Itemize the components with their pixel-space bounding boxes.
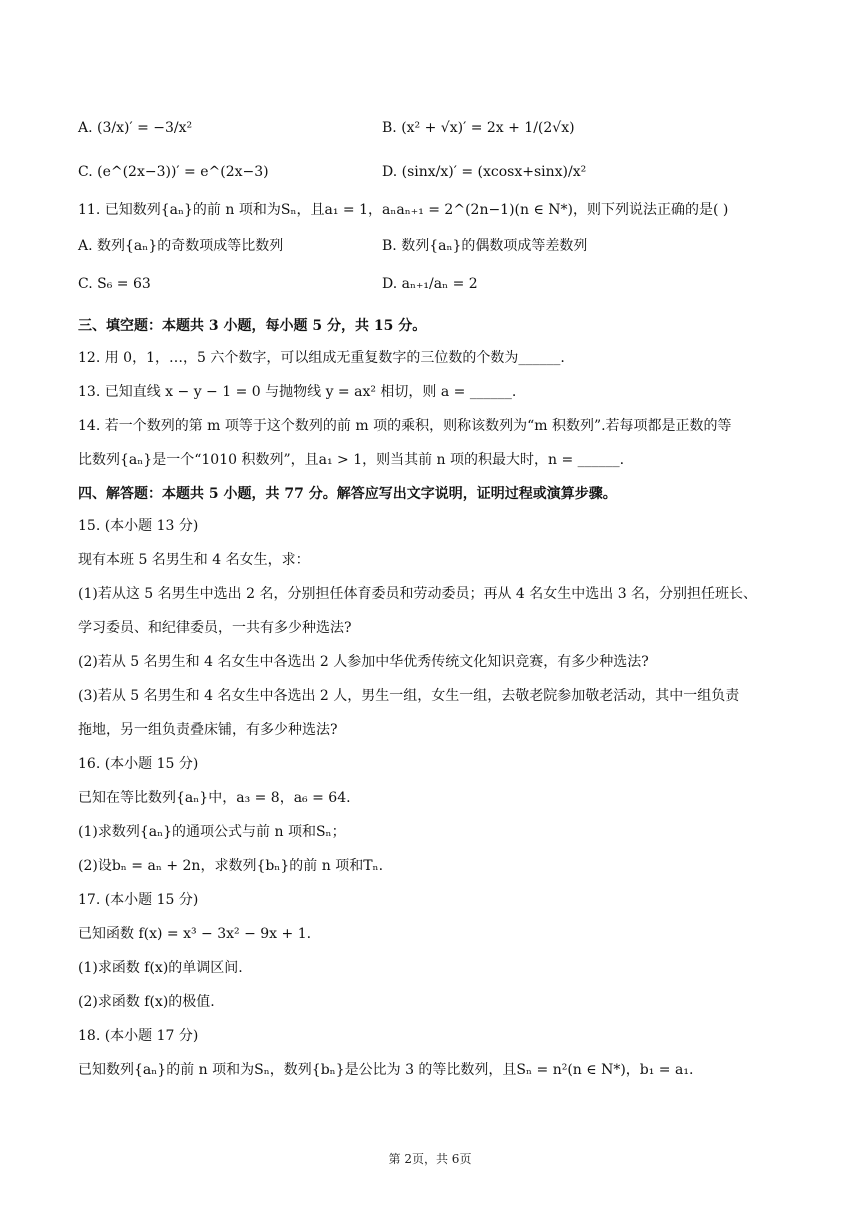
q10-option-c: C. (e^(2x−3))′ = e^(2x−3) <box>78 164 269 180</box>
q11-option-d: D. aₙ₊₁/aₙ = 2 <box>382 276 478 292</box>
q17-intro: 已知函数 f(x) = x³ − 3x² − 9x + 1. <box>78 926 312 942</box>
q16-part1: (1)求数列{aₙ}的通项公式与前 n 项和Sₙ； <box>78 824 346 840</box>
q16-title: 16. (本小题 15 分) <box>78 756 199 772</box>
q15-part2: (2)若从 5 名男生和 4 名女生中各选出 2 人参加中华优秀传统文化知识竞赛，有多少种选法? <box>78 654 649 670</box>
q14-line-2: 比数列{aₙ}是一个“1010 积数列”，且a₁ > 1，则当其前 n 项的积最大时，n = ______. <box>78 452 625 468</box>
q16-intro: 已知在等比数列{aₙ}中，a₃ = 8，a₆ = 64. <box>78 790 351 806</box>
q13-text: 13. 已知直线 x − y − 1 = 0 与抛物线 y = ax² 相切，则 a = ______. <box>78 384 517 400</box>
section-4-heading: 四、解答题：本题共 5 小题，共 77 分。解答应写出文字说明，证明过程或演算步骤。 <box>78 486 617 502</box>
page-footer: 第 2页，共 6页 <box>388 1152 472 1166</box>
q11-stem: 11. 已知数列{aₙ}的前 n 项和为Sₙ，且a₁ = 1，aₙaₙ₊₁ = 2^(2n−1)(n ∈ N*)，则下列说法正确的是( ) <box>78 202 729 218</box>
q17-title: 17. (本小题 15 分) <box>78 892 199 908</box>
q16-part2: (2)设bₙ = aₙ + 2n，求数列{bₙ}的前 n 项和Tₙ. <box>78 858 384 874</box>
q15-title: 15. (本小题 13 分) <box>78 518 199 534</box>
q17-part2: (2)求函数 f(x)的极值. <box>78 994 215 1010</box>
q15-part3-line1: (3)若从 5 名男生和 4 名女生中各选出 2 人，男生一组，女生一组，去敬老院参加敬老活动，其中一组负责 <box>78 688 740 704</box>
q18-title: 18. (本小题 17 分) <box>78 1028 199 1044</box>
q15-part1-line2: 学习委员、和纪律委员，一共有多少种选法? <box>78 620 352 636</box>
q15-intro: 现有本班 5 名男生和 4 名女生，求： <box>78 552 310 568</box>
q11-option-b: B. 数列{aₙ}的偶数项成等差数列 <box>382 238 588 254</box>
q10-option-d: D. (sinx/x)′ = (xcosx+sinx)/x² <box>382 164 587 180</box>
q15-part1-line1: (1)若从这 5 名男生中选出 2 名，分别担任体育委员和劳动委员；再从 4 名女生中选出 3 名，分别担任班长、 <box>78 586 758 602</box>
q18-intro: 已知数列{aₙ}的前 n 项和为Sₙ，数列{bₙ}是公比为 3 的等比数列，且Sₙ = n²(n ∈ N*)，b₁ = a₁. <box>78 1062 694 1078</box>
q10-option-b: B. (x² + √x)′ = 2x + 1/(2√x) <box>382 120 575 136</box>
q15-part3-line2: 拖地，另一组负责叠床铺，有多少种选法? <box>78 722 338 738</box>
q17-part1: (1)求函数 f(x)的单调区间. <box>78 960 243 976</box>
q10-option-a: A. (3/x)′ = −3/x² <box>78 120 193 136</box>
q12-text: 12. 用 0，1，…，5 六个数字，可以组成无重复数字的三位数的个数为______. <box>78 350 565 366</box>
q11-option-a: A. 数列{aₙ}的奇数项成等比数列 <box>78 238 284 254</box>
section-3-heading: 三、填空题：本题共 3 小题，每小题 5 分，共 15 分。 <box>78 318 427 334</box>
q14-line-1: 14. 若一个数列的第 m 项等于这个数列的前 m 项的乘积，则称该数列为“m 积数列”.若每项都是正数的等 <box>78 418 732 434</box>
q11-option-c: C. S₆ = 63 <box>78 276 151 292</box>
